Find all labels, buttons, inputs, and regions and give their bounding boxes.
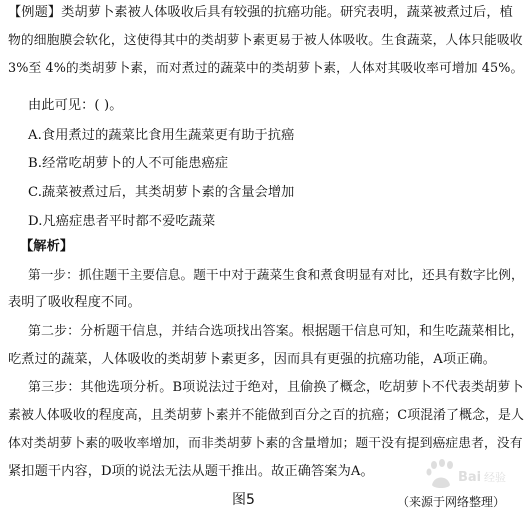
figure-caption: 图5 [232, 492, 255, 508]
option-c: C.蔬菜被煮过后，其类胡萝卜素的含量会增加 [28, 185, 295, 200]
option-a: A.食用煮过的蔬菜比食用生蔬菜更有助于抗癌 [28, 128, 295, 143]
svg-text:经验: 经验 [484, 471, 506, 484]
option-d: D.凡癌症患者平时都不爱吃蔬菜 [28, 214, 216, 229]
svg-text:Bai: Bai [458, 470, 482, 485]
source-note: （来源于网络整理） [397, 495, 506, 509]
analysis-step3-line3: 体对类胡萝卜素的吸收率增加，而非类胡萝卜素的含量增加；题干没有提到癌症患者，没有 [8, 436, 523, 451]
analysis-step3-line4: 紧扣题干内容，D项的说法无法从题干推出。故正确答案为A。 [8, 464, 374, 479]
analysis-step2-line1: 第二步：分析题干信息，并结合选项找出答案。根据题干信息可知，和生吃蔬菜相比， [28, 324, 524, 339]
analysis-step2-line2: 吃煮过的蔬菜，人体吸收的类胡萝卜素更多，因而具有更强的抗癌功能，A项正确。 [8, 352, 496, 367]
example-line-1: 【例题】类胡萝卜素被人体吸收后具有较强的抗癌功能。研究表明，蔬菜被煮过后，植 [8, 5, 513, 20]
analysis-step1-line1: 第一步：抓住题干主要信息。题干中对于蔬菜生食和煮食明显有对比，还具有数字比例， [28, 267, 524, 282]
question-text: 由此可见：( )。 [28, 98, 123, 113]
analysis-step1-line2: 表明了吸收程度不同。 [8, 295, 141, 310]
baidu-watermark-logo [420, 455, 520, 495]
example-line-3: 3%至 4%的类胡萝卜素，而对煮过的蔬菜中的类胡萝卜素，人体对其吸收率可增加 45%。 [8, 61, 524, 76]
analysis-step3-line1: 第三步：其他选项分析。B项说法过于绝对，且偷换了概念，吃胡萝卜不代表类胡萝卜 [28, 380, 524, 395]
option-b: B.经常吃胡萝卜的人不可能患癌症 [28, 156, 229, 171]
example-line-2: 物的细胞膜会软化，这使得其中的类胡萝卜素更易于被人体吸收。生食蔬菜，人体只能吸收 [8, 33, 523, 48]
analysis-step3-line2: 素被人体吸收的程度高，且类胡萝卜素并不能做到百分之百的抗癌；C项混淆了概念，是人 [8, 408, 524, 423]
analysis-heading: 【解析】 [20, 239, 74, 254]
